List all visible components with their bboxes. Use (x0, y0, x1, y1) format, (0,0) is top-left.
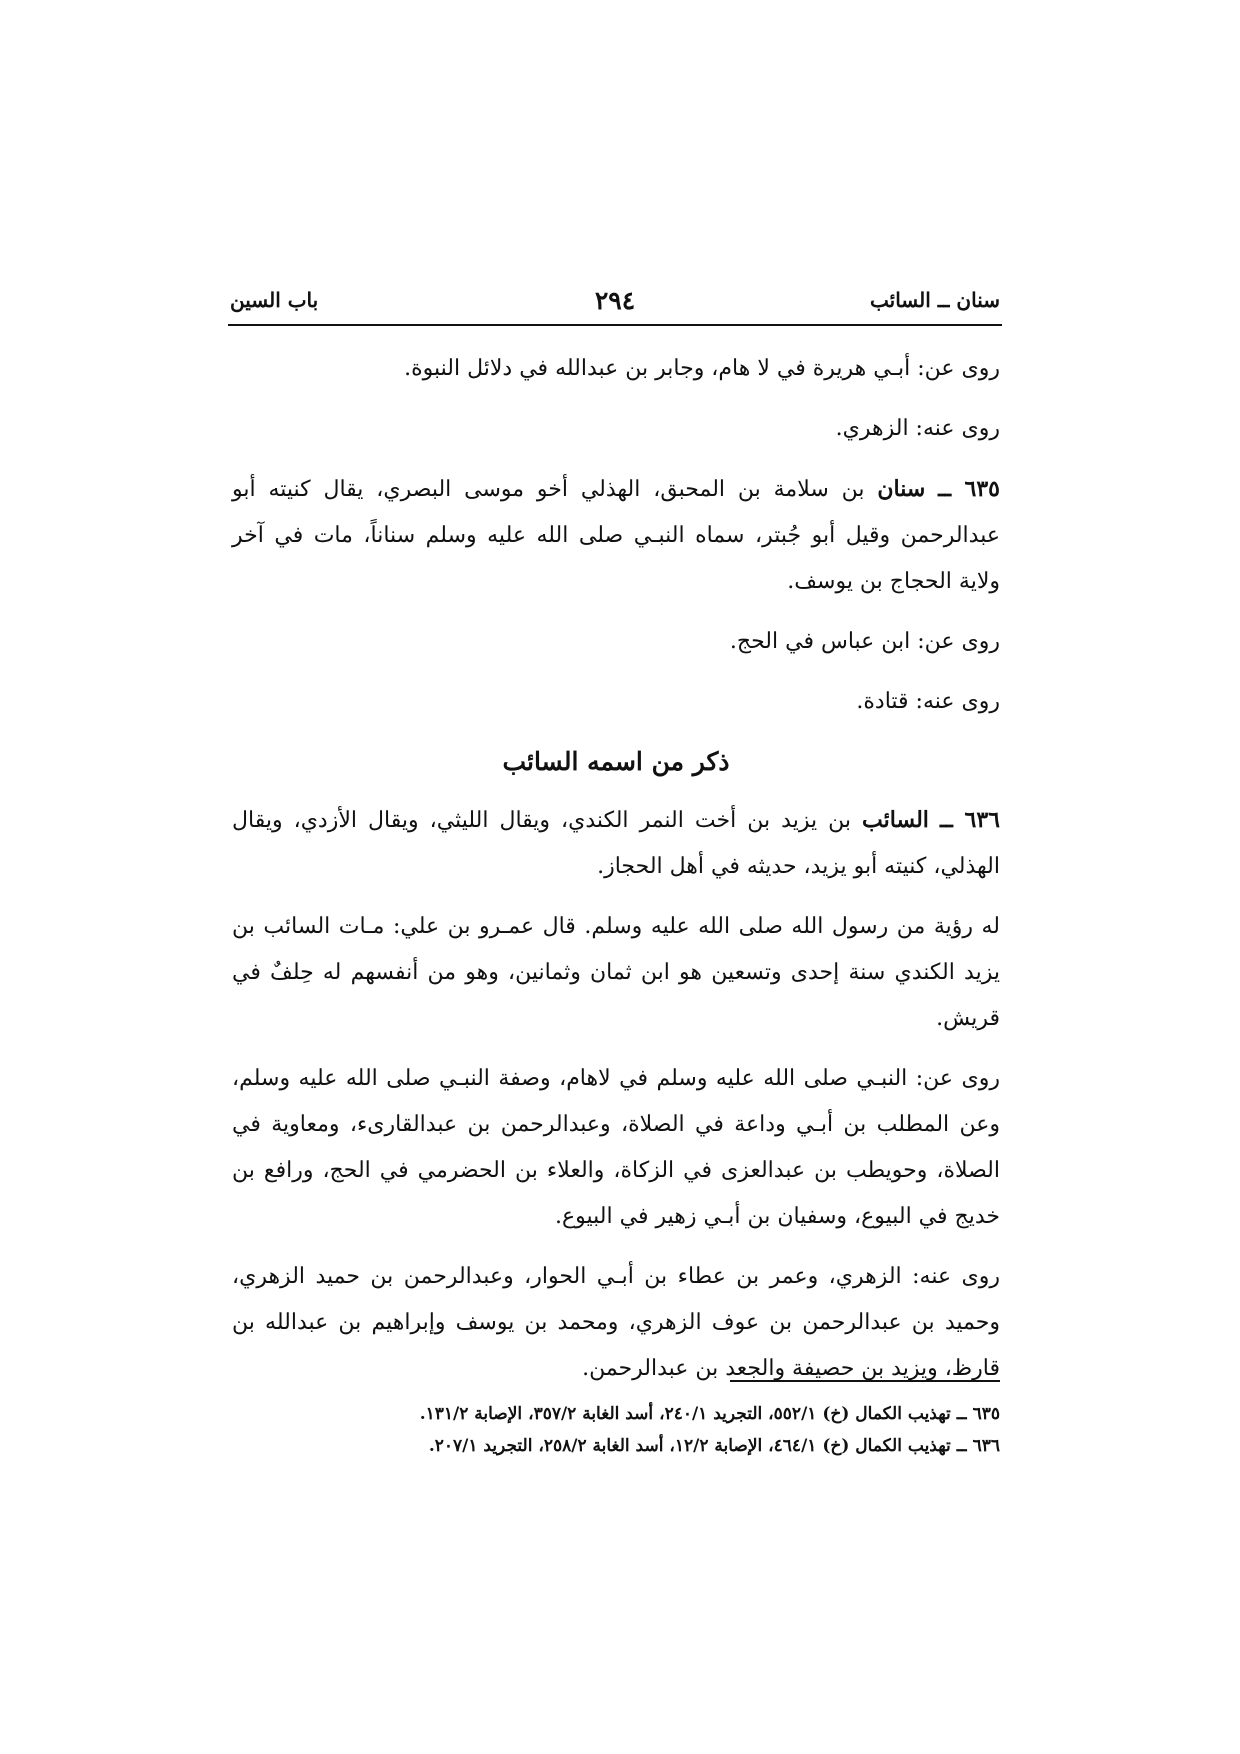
footnote: ٦٣٥ ــ تهذيب الكمال (خ) ٥٥٢/١، التجريد ٢٤٠/١، أسد الغابة ٣٥٧/٢، الإصابة ١٣١/٢. (419, 1404, 1000, 1424)
footnote-divider (730, 1380, 1000, 1382)
footnote: ٦٣٦ ــ تهذيب الكمال (خ) ٤٦٤/١، الإصابة ١٢/٢، أسد الغابة ٢٥٨/٢، التجريد ٢٠٧/١. (428, 1436, 1000, 1456)
footnotes (232, 1398, 1000, 1462)
entry-text: بن يزيد بن أخت النمر الكندي، ويقال الليثي، ويقال الأزدي، ويقال الهذلي، كنيته أبو يزيد، حديثه في أهل الحجاز. (232, 808, 1000, 879)
entry-number: ٦٣٦ ــ (939, 807, 1000, 833)
paragraph: روى عنه: الزهري، وعمر بن عطاء بن أبـي الحوار، وعبدالرحمن بن حميد الزهري، وحميد بن عبدالرحمن بن عوف الزهري، ومحمد بن يوسف وإبراهيم بن عبدالله بن قارظ، ويزيد بن حصيفة والجعد بن عبدالرحمن. (232, 1264, 1000, 1381)
entry-name: السائب (862, 807, 929, 833)
entry-number: ٦٣٥ ــ (938, 476, 1000, 502)
entry-636 (232, 797, 1000, 890)
paragraph: روى عن: ابن عباس في الحج. (729, 629, 1000, 654)
paragraph: روى عن: النبـي صلى الله عليه وسلم في لاهام، وصفة النبـي صلى الله عليه وسلم، وعن المطلب بن أبـي وداعة في الصلاة، وعبدالرحمن بن عبدالقارىء، ومعاوية في الصلاة، وحويطب بن عبدالعزى في الزكاة، والعلاء بن الحضرمي في الحج، ورافع بن خديج في البيوع، وسفيان بن أبـي زهير في البيوع. (232, 1066, 1000, 1229)
entry-635 (232, 466, 1000, 605)
paragraph: له رؤية من رسول الله صلى الله عليه وسلم. قال عمـرو بن علي: مـات السائب بن يزيد الكندي سنة إحدى وتسعين هو ابن ثمان وثمانين، وهو من أنفسهم له حِلفٌ في قريش. (232, 914, 1001, 1031)
header-entry-range: سنان ــ السائب (869, 288, 1000, 312)
main-text (232, 346, 1000, 1406)
paragraph: روى عنه: الزهري. (835, 416, 1000, 441)
entry-text: بن سلامة بن المحبق، الهذلي أخو موسى البصري، يقال كنيته أبو عبدالرحمن وقيل أبو جُبتر، سماه النبـي صلى الله عليه وسلم سناناً، مات في آخر ولاية الحجاج بن يوسف. (232, 477, 1000, 594)
paragraph: روى عن: أبـي هريرة في لا هام، وجابر بن عبدالله في دلائل النبوة. (404, 356, 1000, 381)
header-divider (228, 324, 1002, 326)
entry-name: سنان (877, 476, 926, 502)
paragraph: روى عنه: قتادة. (856, 689, 1000, 714)
header-chapter: باب السين (230, 288, 319, 312)
running-header (230, 288, 1000, 322)
page-number: ٢٩٤ (594, 286, 636, 315)
section-heading: ذكر من اسمه السائب (502, 747, 730, 776)
